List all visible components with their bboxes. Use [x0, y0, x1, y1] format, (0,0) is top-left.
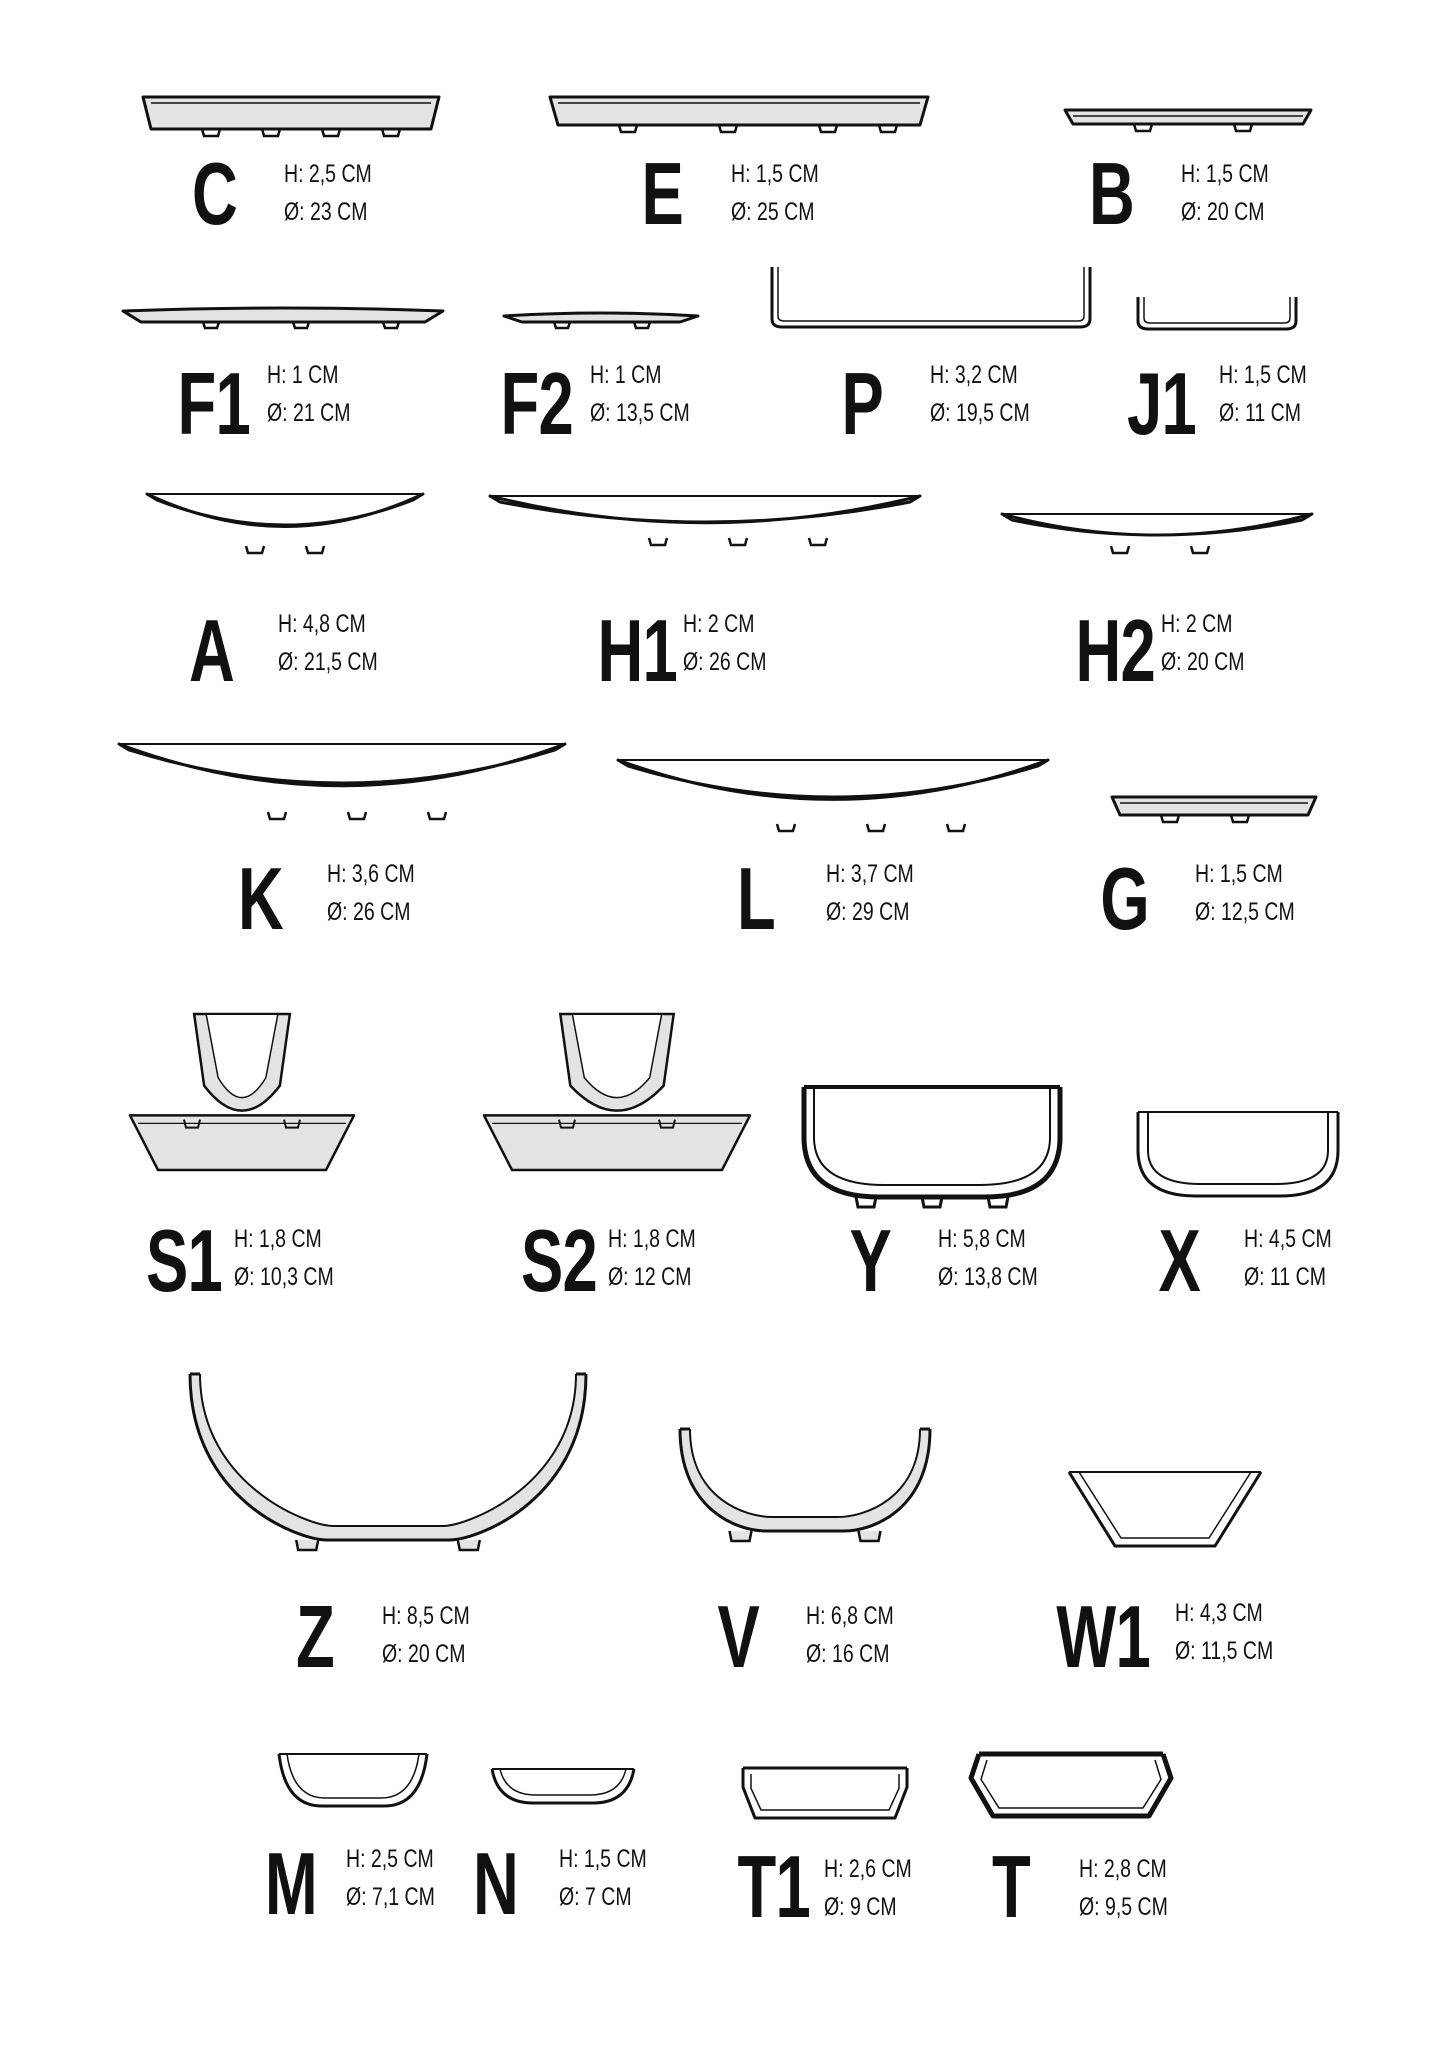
- dish-g-dimensions: [1195, 855, 1295, 931]
- dish-z-height: H: 8,5 CM: [382, 1602, 470, 1630]
- dish-p-diameter: Ø: 19,5 CM: [930, 399, 1030, 427]
- dish-f2-diameter: Ø: 13,5 CM: [590, 399, 690, 427]
- dish-l-height: H: 3,7 CM: [826, 860, 914, 888]
- dish-k-profile: [117, 740, 567, 826]
- dish-x-code: X: [1158, 1211, 1200, 1310]
- dish-b-dimensions: [1181, 155, 1269, 231]
- dish-t1-diameter: Ø: 9 CM: [824, 1893, 897, 1921]
- dish-n-dimensions: [559, 1840, 647, 1916]
- dish-y-diameter: Ø: 13,8 CM: [938, 1263, 1038, 1291]
- dish-t-code: T: [992, 1837, 1030, 1936]
- dish-h2-diameter: Ø: 20 CM: [1161, 648, 1245, 676]
- dish-f1-dimensions: [267, 356, 350, 432]
- dish-l-dimensions: [826, 855, 914, 931]
- dish-h2-code: H2: [1075, 601, 1155, 700]
- dish-e-dimensions: [731, 155, 819, 231]
- dish-z-diameter: Ø: 20 CM: [382, 1640, 466, 1668]
- dish-h1-height: H: 2 CM: [683, 610, 755, 638]
- dish-c-diameter: Ø: 23 CM: [284, 198, 368, 226]
- dish-j1-dimensions: [1219, 356, 1307, 432]
- dish-c-profile: [141, 95, 441, 139]
- dish-k-code: K: [237, 849, 283, 948]
- dish-h1-dimensions: [683, 605, 766, 681]
- dish-l-diameter: Ø: 29 CM: [826, 898, 910, 926]
- dish-c-height: H: 2,5 CM: [284, 160, 372, 188]
- dish-l-profile: [616, 756, 1050, 838]
- dish-m-diameter: Ø: 7,1 CM: [346, 1883, 435, 1911]
- dish-j1-code: J1: [1126, 354, 1196, 453]
- dish-l-code: L: [737, 849, 775, 948]
- dish-x-diameter: Ø: 11 CM: [1244, 1263, 1326, 1291]
- dish-s2-profile: [482, 1010, 752, 1180]
- dish-k-height: H: 3,6 CM: [327, 860, 415, 888]
- dish-x-height: H: 4,5 CM: [1244, 1225, 1332, 1253]
- dish-p-profile: [768, 265, 1094, 329]
- dish-f2-dimensions: [590, 356, 690, 432]
- dish-a-profile: [145, 490, 425, 560]
- dish-w1-profile: [1065, 1468, 1265, 1550]
- dish-w1-dimensions: [1175, 1594, 1273, 1670]
- dish-t1-code: T1: [737, 1837, 810, 1936]
- dish-v-diameter: Ø: 16 CM: [806, 1640, 890, 1668]
- dish-x-profile: [1134, 1110, 1342, 1200]
- dish-g-code: G: [1100, 849, 1149, 948]
- dish-z-dimensions: [382, 1597, 470, 1673]
- dish-s1-code: S1: [145, 1211, 222, 1310]
- dish-w1-code: W1: [1056, 1587, 1150, 1686]
- dish-h1-profile: [488, 492, 922, 552]
- dish-x-dimensions: [1244, 1220, 1332, 1296]
- dish-f2-code: F2: [500, 354, 573, 453]
- dish-e-profile: [548, 95, 930, 135]
- dish-t1-profile: [737, 1764, 913, 1822]
- dish-v-profile: [676, 1425, 934, 1545]
- dish-k-dimensions: [327, 855, 415, 931]
- dish-f1-diameter: Ø: 21 CM: [267, 399, 351, 427]
- dish-j1-profile: [1134, 295, 1300, 331]
- dish-j1-height: H: 1,5 CM: [1219, 361, 1307, 389]
- dish-f2-profile: [502, 308, 700, 328]
- dish-f1-code: F1: [177, 354, 250, 453]
- dish-m-profile: [275, 1750, 431, 1810]
- dish-b-diameter: Ø: 20 CM: [1181, 198, 1265, 226]
- dish-t-profile: [967, 1750, 1175, 1820]
- dish-z-profile: [186, 1370, 590, 1554]
- dish-a-height: H: 4,8 CM: [278, 610, 366, 638]
- dish-p-code: P: [841, 354, 883, 453]
- dish-y-code: Y: [849, 1211, 891, 1310]
- dish-y-dimensions: [938, 1220, 1038, 1296]
- dish-h2-height: H: 2 CM: [1161, 610, 1233, 638]
- dish-t-diameter: Ø: 9,5 CM: [1079, 1893, 1168, 1921]
- dish-e-height: H: 1,5 CM: [731, 160, 819, 188]
- dish-v-height: H: 6,8 CM: [806, 1602, 894, 1630]
- dish-n-diameter: Ø: 7 CM: [559, 1883, 632, 1911]
- dish-k-diameter: Ø: 26 CM: [327, 898, 411, 926]
- dish-w1-diameter: Ø: 11,5 CM: [1175, 1637, 1274, 1665]
- dish-f1-height: H: 1 CM: [267, 361, 339, 389]
- dish-m-height: H: 2,5 CM: [346, 1845, 434, 1873]
- dish-s2-diameter: Ø: 12 CM: [608, 1263, 692, 1291]
- dish-s1-height: H: 1,8 CM: [234, 1225, 322, 1253]
- dish-f2-height: H: 1 CM: [590, 361, 662, 389]
- dish-t-height: H: 2,8 CM: [1079, 1855, 1167, 1883]
- dish-m-code: M: [264, 1834, 317, 1933]
- dish-w1-height: H: 4,3 CM: [1175, 1599, 1263, 1627]
- dish-f1-profile: [121, 298, 445, 328]
- dish-v-code: V: [717, 1587, 759, 1686]
- dish-a-code: A: [188, 601, 234, 700]
- dish-p-dimensions: [930, 356, 1030, 432]
- dish-h2-dimensions: [1161, 605, 1244, 681]
- dish-y-height: H: 5,8 CM: [938, 1225, 1026, 1253]
- dish-g-profile: [1110, 795, 1318, 825]
- dish-v-dimensions: [806, 1597, 894, 1673]
- dish-p-height: H: 3,2 CM: [930, 361, 1018, 389]
- dish-s1-profile: [128, 1010, 356, 1180]
- dish-c-code: C: [191, 144, 237, 243]
- dish-a-diameter: Ø: 21,5 CM: [278, 648, 378, 676]
- dish-z-code: Z: [296, 1587, 334, 1686]
- dish-n-code: N: [472, 1834, 518, 1933]
- dish-h1-code: H1: [597, 601, 677, 700]
- dish-a-dimensions: [278, 605, 378, 681]
- dish-s2-dimensions: [608, 1220, 696, 1296]
- dish-s2-code: S2: [520, 1211, 597, 1310]
- dish-b-code: B: [1088, 144, 1134, 243]
- dish-c-dimensions: [284, 155, 372, 231]
- dish-g-height: H: 1,5 CM: [1195, 860, 1283, 888]
- dish-t-dimensions: [1079, 1850, 1168, 1926]
- dish-y-profile: [800, 1085, 1064, 1201]
- dish-n-height: H: 1,5 CM: [559, 1845, 647, 1873]
- dish-s1-dimensions: [234, 1220, 334, 1296]
- dish-g-diameter: Ø: 12,5 CM: [1195, 898, 1295, 926]
- dish-s1-diameter: Ø: 10,3 CM: [234, 1263, 334, 1291]
- dish-n-profile: [488, 1765, 638, 1807]
- dish-b-height: H: 1,5 CM: [1181, 160, 1269, 188]
- dish-j1-diameter: Ø: 11 CM: [1219, 399, 1301, 427]
- dish-e-diameter: Ø: 25 CM: [731, 198, 815, 226]
- dish-t1-height: H: 2,6 CM: [824, 1855, 912, 1883]
- dish-e-code: E: [641, 144, 683, 243]
- dish-s2-height: H: 1,8 CM: [608, 1225, 696, 1253]
- dish-h1-diameter: Ø: 26 CM: [683, 648, 767, 676]
- dish-h2-profile: [1000, 510, 1314, 560]
- dish-b-profile: [1063, 108, 1313, 134]
